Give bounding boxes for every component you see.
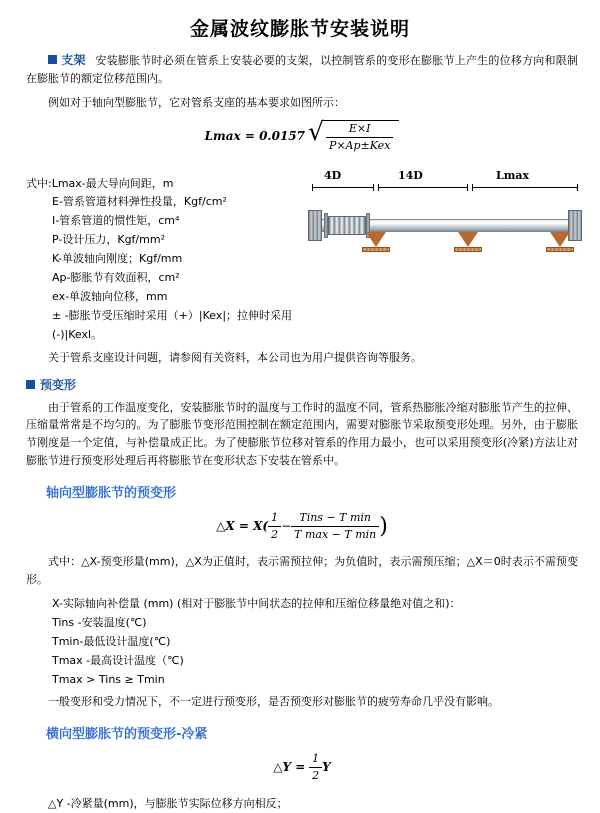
lmax-formula xyxy=(204,117,400,153)
axial-variable-item: Tins -安装温度(℃) xyxy=(52,615,147,629)
document-page xyxy=(0,14,600,810)
definition-item: E-管系管道材料弹性投量，Kgf/cm² xyxy=(52,195,227,209)
figure-dim-4d xyxy=(312,187,374,188)
support-section-para2: 例如对于轴向型膨胀节，它对管系支座的基本要求如图所示： xyxy=(48,96,345,110)
lateral-predeform-explain: △Y -冷紧量(mm)，与膨胀节实际位移方向相反； xyxy=(48,796,288,810)
guide-support-icon xyxy=(362,232,390,254)
square-root-icon xyxy=(308,117,399,153)
definition-item: Ap-膨胀节有效面积，cm² xyxy=(52,271,180,285)
blue-square-bullet-icon xyxy=(48,55,57,64)
radicand-fraction xyxy=(326,122,393,153)
predeform-section-heading: 预变形 xyxy=(40,377,77,392)
axial-formula-rhs: ) xyxy=(379,513,388,539)
lateral-predeform-heading: 横向型膨胀节的预变形-冷紧 xyxy=(46,727,208,743)
axial-variable-item: Tmax -最高设计温度（℃) xyxy=(52,653,184,667)
figure-label-14d: 14D xyxy=(398,168,423,182)
support-arrangement-figure xyxy=(306,169,578,277)
predeform-section-heading-row xyxy=(26,376,578,393)
axial-predeform-note: 一般变形和受力情况下，不一定进行预变形，是否预变形对膨胀节的疲劳寿命几乎没有影响。 xyxy=(48,695,499,709)
definition-item: I-管系管道的惯性矩，cm⁴ xyxy=(52,214,180,228)
radicand xyxy=(322,120,399,153)
axial-predeform-formula xyxy=(26,511,578,542)
blue-square-bullet-icon xyxy=(26,380,35,389)
definition-item: 式中:Lmax-最大导向间距，m xyxy=(26,176,174,190)
axial-formula-lhs: △X = X( xyxy=(216,518,269,533)
support-base-icon xyxy=(454,247,482,252)
lateral-formula-frac-num: 1 xyxy=(309,752,322,768)
support-section-para1: 安装膨胀节时必须在管系上安装必要的支架，以控制管系的变形在膨胀节上产生的位移方向和限制在膨胀节的额定位移范围内。 xyxy=(26,54,578,86)
bellows-expansion-joint-icon xyxy=(328,216,366,235)
document-body xyxy=(0,51,600,813)
definitions-column xyxy=(26,163,306,349)
support-base-icon xyxy=(546,247,574,252)
axial-variable-item: Tmax > Tins ≥ Tmin xyxy=(52,672,165,686)
predeform-section-para1: 由于管系的工作温度变化，安装膨胀节时的温度与工作时的温度不同，管系热膨胀冷缩对膨胀节产生的拉伸、压缩量常常是不均匀的。为了膨胀节变形范围控制在额定范围内，需要对膨胀节采取预变形处理。另外，由于膨胀节刚度是一个定值，与补偿量成正比。为了使膨胀节位移对管系的作用力最小，也可以采用预变形(冷紧)方法让对膨胀节进行预变形处理后再将膨胀节在变形状态下安装在管系中。 xyxy=(26,400,578,467)
lmax-formula-block xyxy=(26,117,578,153)
figure-pipe-assembly xyxy=(306,197,586,269)
axial-variable-item: Tmin-最低设计温度(℃) xyxy=(52,634,171,648)
guide-support-icon xyxy=(546,232,574,254)
lateral-formula-half-fraction xyxy=(309,752,322,783)
definition-item: P-设计压力，Kgf/mm² xyxy=(52,233,165,247)
axial-formula-temp-fraction xyxy=(291,511,379,542)
radical-sign: √ xyxy=(308,117,324,147)
definitions-and-figure-row xyxy=(26,163,578,349)
guide-support-icon xyxy=(454,232,482,254)
lateral-predeform-formula xyxy=(26,752,578,783)
figure-dim-14d xyxy=(378,187,468,188)
support-section-heading: 支架 xyxy=(61,53,86,67)
page-title: 金属波纹膨胀节安装说明 xyxy=(189,18,410,40)
axial-formula-minus: − xyxy=(281,518,292,533)
axial-variable-item: X-实际轴向补偿量 (mm) (相对于膨胀节中间状态的拉伸和压缩位移量绝对值之和)： xyxy=(52,596,461,610)
definition-item: ± -膨胀节受压缩时采用（+）|Kex|；拉伸时采用(-)|Kexl。 xyxy=(52,308,293,341)
axial-formula-frac1-den: 2 xyxy=(271,527,279,541)
flange-icon xyxy=(324,213,328,238)
support-base-icon xyxy=(362,247,390,252)
lateral-formula-rhs: Y xyxy=(322,760,331,774)
definition-item: K-单波轴向刚度；Kgf/mm xyxy=(52,252,183,266)
lateral-formula-frac-den: 2 xyxy=(312,769,320,782)
axial-formula-frac1-num: 1 xyxy=(268,511,281,527)
support-triangle-icon xyxy=(458,232,478,247)
definition-item: ex-单波轴向位移，mm xyxy=(52,290,168,303)
radicand-numerator: E×I xyxy=(326,122,393,138)
consult-note-paragraph: 关于管系支座设计问题，请参阅有关资料，本公司也为用户提供咨询等服务。 xyxy=(48,350,422,364)
support-triangle-icon xyxy=(366,232,386,247)
axial-formula-frac2-den: T max − T min xyxy=(294,527,377,541)
axial-predeform-variable-list xyxy=(26,595,578,690)
figure-dimension-labels xyxy=(306,169,578,183)
figure-label-lmax: Lmax xyxy=(496,168,530,182)
support-section-first-paragraph xyxy=(26,51,578,88)
lateral-formula-lhs: △Y = xyxy=(273,760,306,774)
lmax-formula-lead: Lmax = 0.0157 xyxy=(204,128,305,143)
support-triangle-icon xyxy=(550,232,570,247)
axial-formula-half-fraction xyxy=(268,511,281,542)
definition-list xyxy=(26,175,306,345)
axial-predeform-heading: 轴向型膨胀节的预变形 xyxy=(46,485,177,501)
anchor-support-icon xyxy=(308,210,322,241)
axial-predeform-explain: 式中：△X-预变形量(mm)，△X为正值时，表示需预拉伸；为负值时，表示需预压缩；△X＝0时表示不需预变形。 xyxy=(26,555,578,587)
axial-formula-frac2-num: Tins − T min xyxy=(291,511,379,527)
figure-dim-lmax xyxy=(472,187,578,188)
radicand-denominator: P×Ap±Kex xyxy=(328,138,391,152)
figure-label-4d: 4D xyxy=(324,168,342,182)
